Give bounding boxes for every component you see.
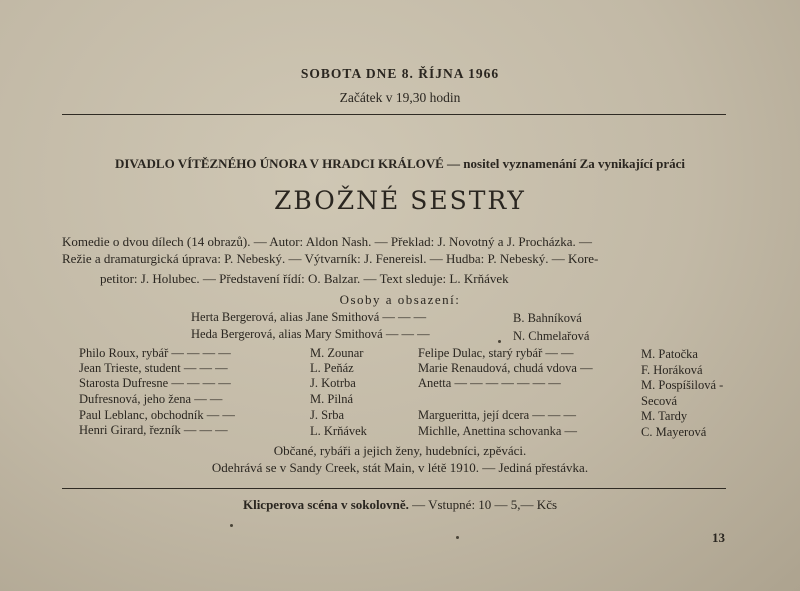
cast-featured-role: Herta Bergerová, alias Jane Smithová — — — bbox=[191, 310, 427, 324]
theatre-name: DIVADLO VÍTĚZNÉHO ÚNORA V HRADCI KRÁLOVÉ bbox=[114, 156, 444, 171]
cast-right-actor: M. Tardy bbox=[641, 409, 688, 423]
top-divider bbox=[62, 114, 726, 115]
credits-line-2: Režie a dramaturgická úprava: P. Nebeský. — Výtvarník: J. Fenereisl. — Hudba: P. Nebeský. — Kore- bbox=[62, 251, 599, 266]
cast-right-role: Anetta — — — — — — — bbox=[418, 376, 561, 390]
credits-line-1: Komedie o dvou dílech (14 obrazů). — Autor: Aldon Nash. — Překlad: J. Novotný a J. Procházka. — bbox=[62, 234, 593, 249]
bottom-divider bbox=[62, 488, 726, 489]
venue-name: Klicperova scéna v sokolovně. bbox=[242, 497, 409, 512]
performance-date: SOBOTA DNE 8. ŘÍJNA 1966 bbox=[300, 66, 500, 81]
cast-left-role: Starosta Dufresne — — — — bbox=[79, 376, 231, 390]
start-time: Začátek v 19,30 hodin bbox=[339, 90, 461, 105]
cast-right-role: Marie Renaudová, chudá vdova — bbox=[418, 361, 593, 375]
ink-speck bbox=[456, 536, 459, 539]
ink-speck bbox=[498, 340, 501, 343]
theatre-line bbox=[0, 156, 800, 172]
cast-left-role: Paul Leblanc, obchodník — — bbox=[79, 408, 235, 422]
credits-line-3: petitor: J. Holubec. — Představení řídí: O. Balzar. — Text sleduje: L. Krňávek bbox=[100, 271, 509, 286]
cast-heading: Osoby a obsazení: bbox=[339, 292, 461, 307]
cast-left-role: Jean Trieste, student — — — bbox=[79, 361, 228, 375]
cast-left-role: Dufresnová, jeho žena — — bbox=[79, 392, 223, 406]
cast-left-actor: M. Zounar bbox=[310, 346, 364, 360]
ink-speck bbox=[230, 524, 233, 527]
cast-right-actor: M. Pospíšilová - bbox=[641, 378, 724, 392]
cast-right-role: Michlle, Anettina schovanka — bbox=[418, 424, 577, 438]
cast-left-actor: L. Peňáz bbox=[310, 361, 354, 375]
cast-left-role: Henri Girard, řezník — — — bbox=[79, 423, 228, 437]
theatre-honor: — nositel vyznamenání Za vynikající práci bbox=[447, 156, 686, 171]
cast-right-actor: F. Horáková bbox=[641, 363, 703, 377]
cast-right-actor: Secová bbox=[641, 394, 678, 408]
cast-right-role: Felipe Dulac, starý rybář — — bbox=[418, 346, 574, 360]
cast-left-actor: L. Krňávek bbox=[310, 424, 367, 438]
cast-left-actor: J. Srba bbox=[310, 408, 345, 422]
admission-price: — Vstupné: 10 — 5,— Kčs bbox=[412, 497, 558, 512]
cast-featured-actor: B. Bahníková bbox=[513, 311, 582, 325]
cast-right-actor: C. Mayerová bbox=[641, 425, 707, 439]
ensemble-note: Občané, rybáři a jejich ženy, hudebníci, zpěváci. bbox=[273, 443, 527, 458]
footer-line bbox=[0, 497, 800, 513]
page-number: 13 bbox=[712, 530, 725, 545]
cast-featured-actor: N. Chmelařová bbox=[513, 329, 590, 343]
cast-right-role: Margueritta, její dcera — — — bbox=[418, 408, 577, 422]
cast-left-actor: J. Kotrba bbox=[310, 376, 356, 390]
cast-left-actor: M. Pilná bbox=[310, 392, 354, 406]
play-title: ZBOŽNÉ SESTRY bbox=[274, 186, 526, 215]
cast-left-role: Philo Roux, rybář — — — — bbox=[79, 346, 231, 360]
cast-featured-role: Heda Bergerová, alias Mary Smithová — — — bbox=[191, 327, 430, 341]
cast-right-actor: M. Patočka bbox=[641, 347, 698, 361]
setting-note: Odehrává se v Sandy Creek, stát Main, v létě 1910. — Jediná přestávka. bbox=[211, 460, 589, 475]
